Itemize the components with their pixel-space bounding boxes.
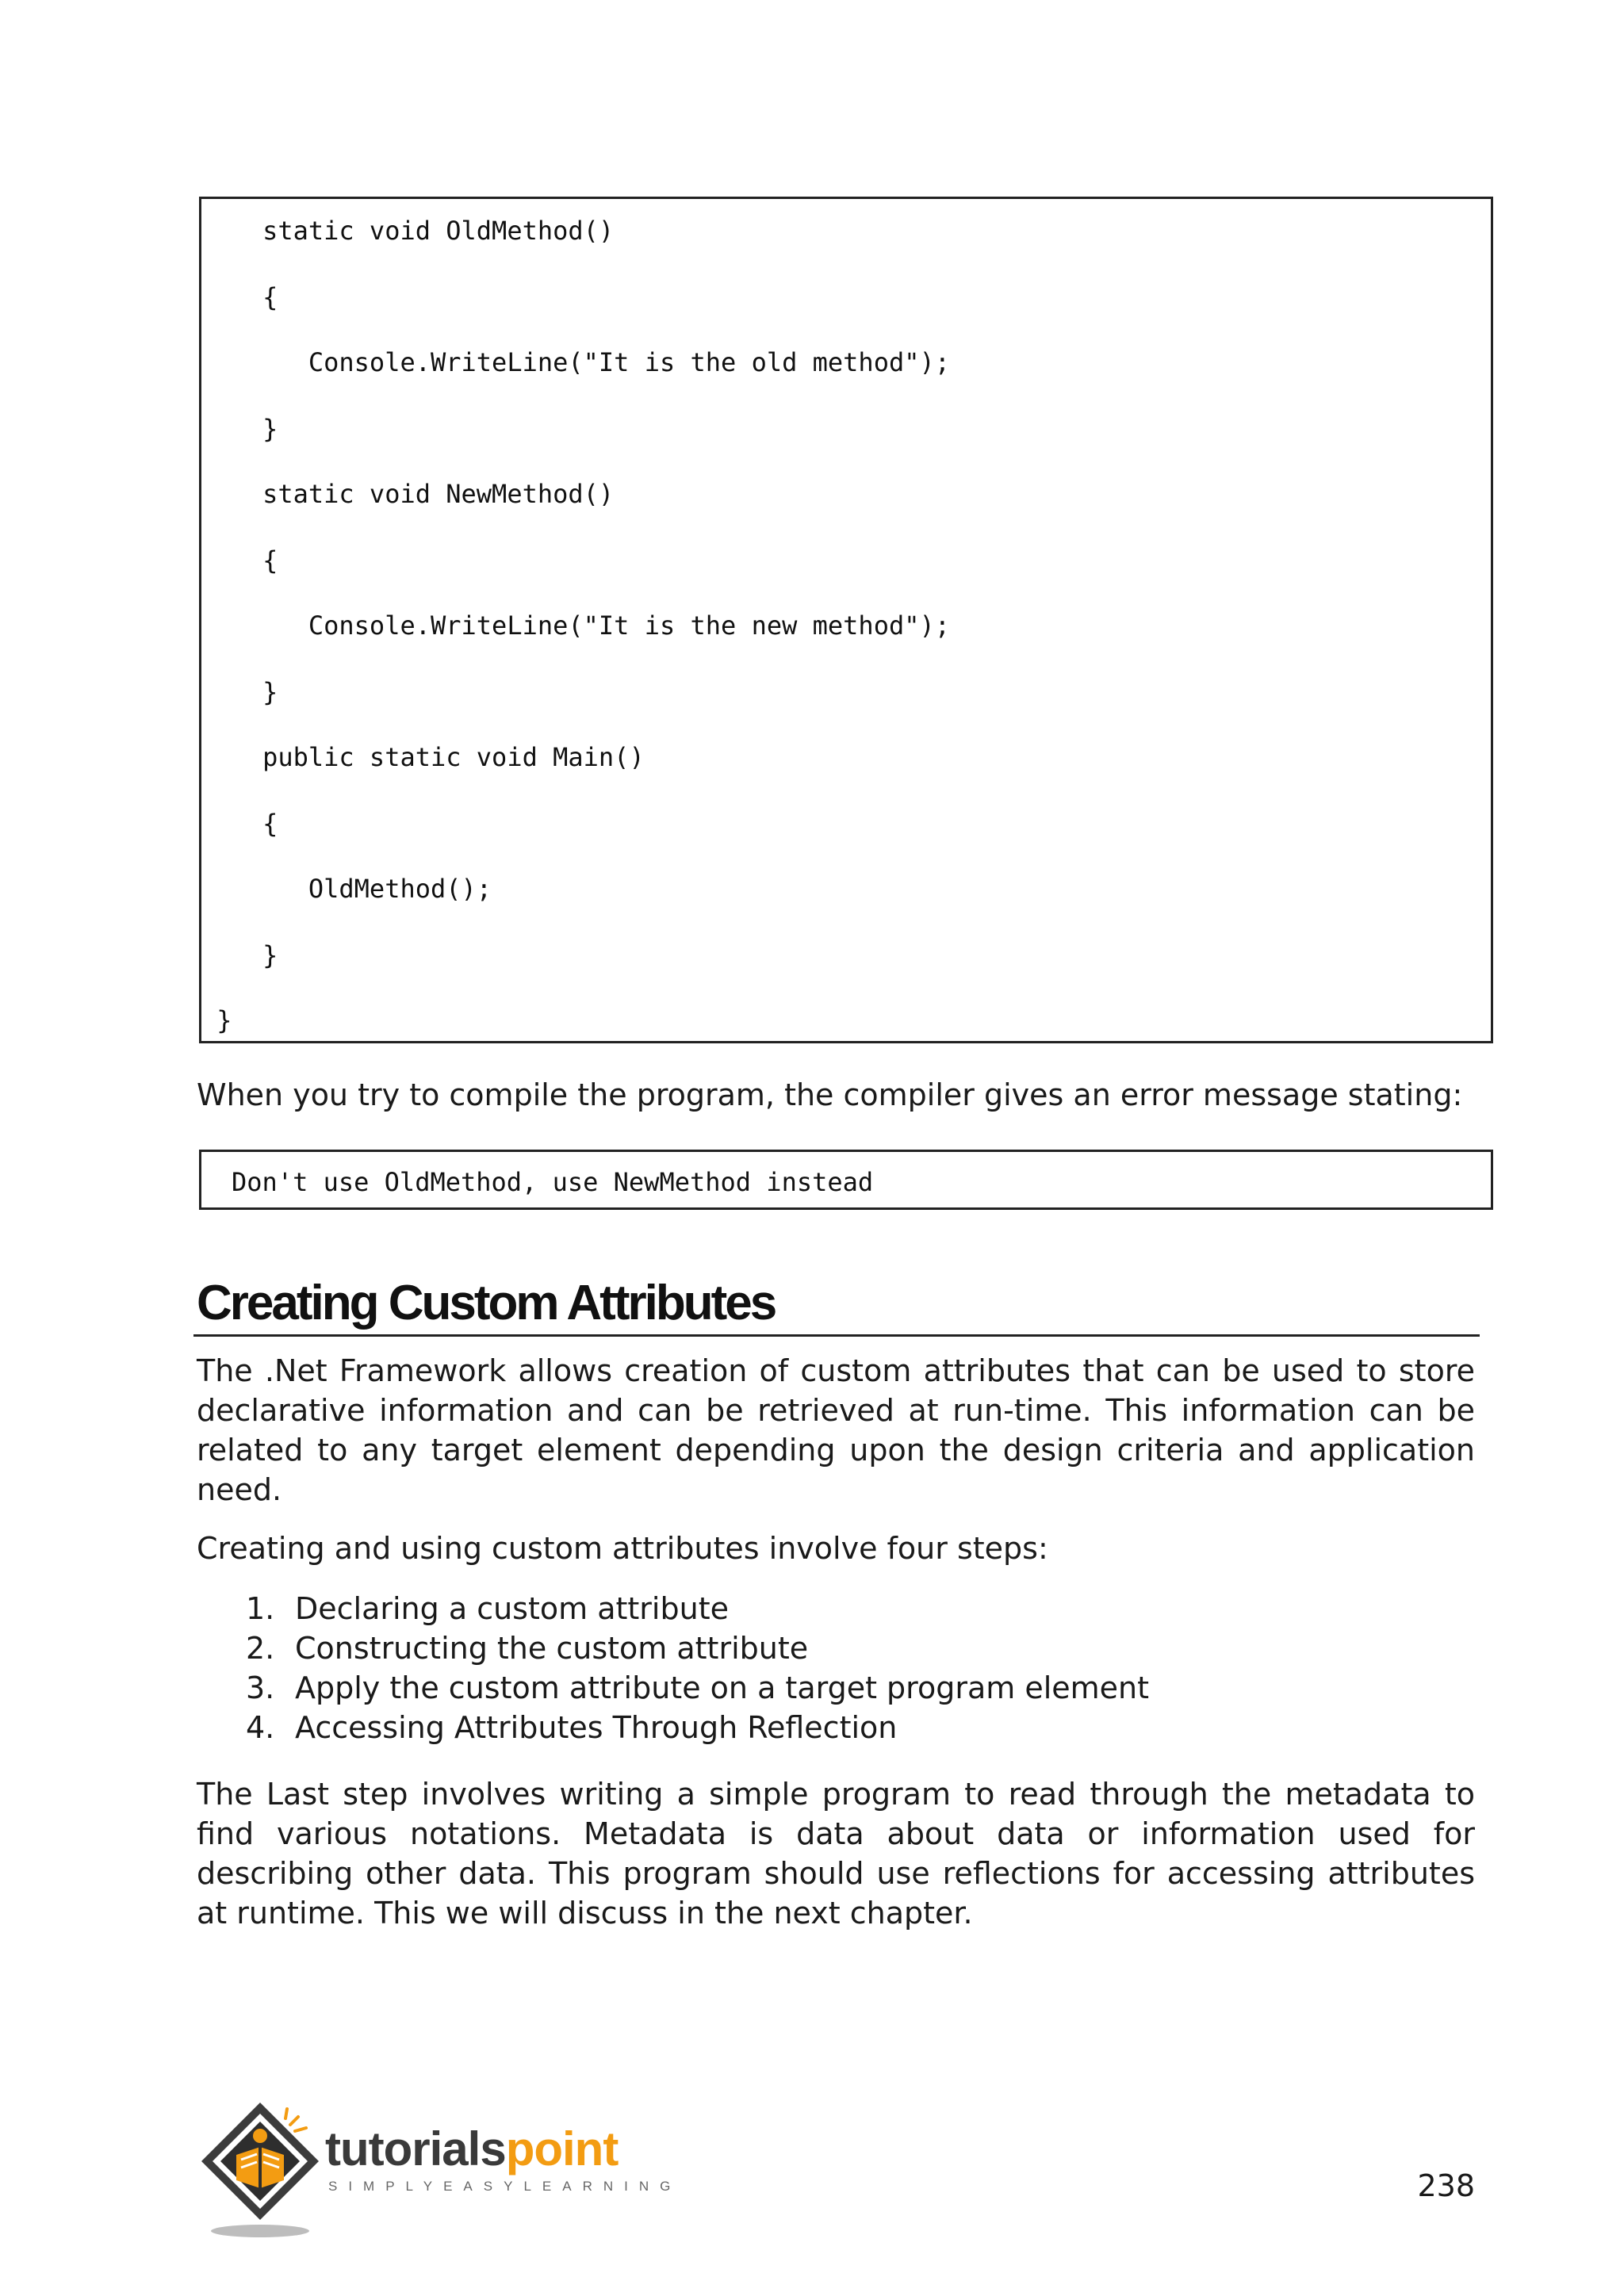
code-line: Console.WriteLine("It is the old method"); — [201, 347, 951, 377]
code-listing — [199, 197, 1493, 1043]
logo-word-point: point — [505, 2122, 619, 2175]
list-item — [238, 1668, 1149, 1708]
intro-paragraph: The .Net Framework allows creation of custom attributes that can be used to store declarative information and can be retrieved at run-time. This information can be related to any target element depending upon the design criteria and application need. — [197, 1353, 1475, 1507]
code-line: static void NewMethod() — [201, 479, 615, 509]
code-line: { — [201, 282, 278, 312]
code-line: { — [201, 809, 278, 839]
list-number: 3. — [246, 1670, 275, 1705]
list-item — [238, 1628, 1149, 1668]
list-text: Constructing the custom attribute — [295, 1631, 809, 1666]
list-number: 1. — [246, 1591, 275, 1626]
list-item — [238, 1589, 1149, 1628]
steps-intro: Creating and using custom attributes involve four steps: — [197, 1531, 1048, 1566]
logo-wordmark — [325, 2122, 618, 2176]
code-line: } — [201, 677, 278, 707]
code-line: } — [201, 414, 278, 444]
code-line: public static void Main() — [201, 742, 645, 772]
closing-paragraph: The Last step involves writing a simple program to read through the metadata to find various notations. Metadata is data about data or information used for describing other data. This program should use reflections for accessing attributes at runtime. This we will discuss in the next chapter. — [197, 1777, 1475, 1931]
list-item — [238, 1708, 1149, 1747]
code-line: OldMethod(); — [201, 874, 492, 904]
section-heading: Creating Custom Attributes — [197, 1276, 776, 1330]
steps-list — [238, 1589, 1149, 1747]
code-line: } — [201, 940, 278, 970]
code-line: } — [201, 1005, 232, 1035]
list-text: Apply the custom attribute on a target program element — [295, 1670, 1150, 1705]
compile-note: When you try to compile the program, the compiler gives an error message stating: — [197, 1077, 1463, 1112]
list-text: Declaring a custom attribute — [295, 1591, 729, 1626]
heading-underline — [193, 1334, 1480, 1337]
page-number: 238 — [1417, 2168, 1475, 2203]
logo-tagline: SIMPLYEASYLEARNING — [328, 2179, 682, 2194]
list-text: Accessing Attributes Through Reflection — [295, 1710, 898, 1745]
code-line: { — [201, 545, 278, 576]
error-message: Don't use OldMethod, use NewMethod instead — [232, 1167, 874, 1197]
code-line: static void OldMethod() — [201, 216, 615, 246]
list-number: 2. — [246, 1631, 275, 1666]
code-line: Console.WriteLine("It is the new method"); — [201, 610, 951, 641]
error-message-box — [199, 1150, 1493, 1210]
list-number: 4. — [246, 1710, 275, 1745]
logo-word-tutorials: tutorials — [325, 2122, 506, 2175]
tutorialspoint-logo — [197, 2098, 682, 2241]
logo-diamond-icon — [197, 2098, 331, 2241]
